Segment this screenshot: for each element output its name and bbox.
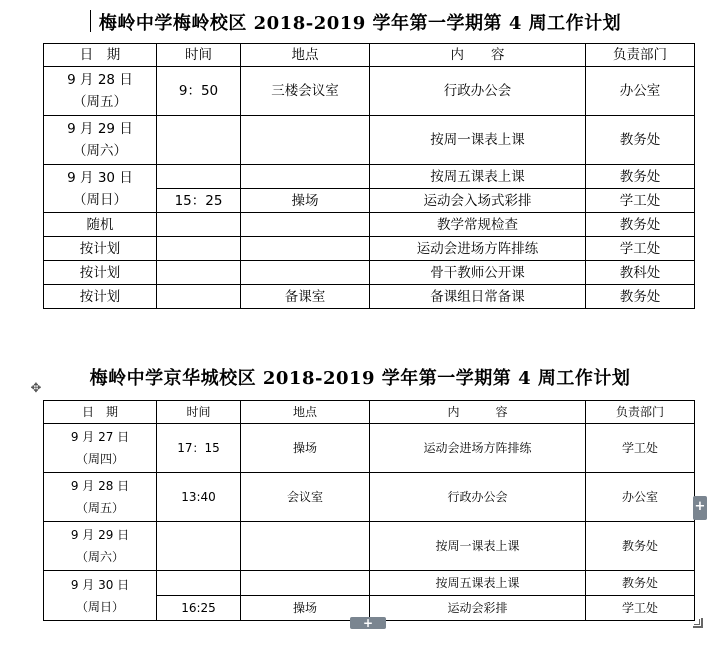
table1: [43, 43, 695, 309]
table-header-row: [44, 44, 695, 67]
place-cell[interactable]: [241, 165, 370, 189]
header-date[interactable]: 日 期: [44, 401, 157, 424]
date-cell[interactable]: [44, 424, 157, 473]
date-line: 9 月 28 日: [67, 72, 133, 88]
time-cell[interactable]: [157, 165, 241, 189]
weekday-line: （周五）: [73, 94, 127, 110]
table1-title: 梅岭中学梅岭校区 2018-2019 学年第一学期第 4 周工作计划: [98, 13, 622, 34]
table-row: [44, 473, 695, 522]
time-cell[interactable]: [157, 571, 241, 596]
dept-cell[interactable]: 学工处: [586, 237, 695, 261]
header-content[interactable]: 内 容: [370, 44, 586, 67]
table-row: [44, 285, 695, 309]
dept-cell[interactable]: 学工处: [586, 189, 695, 213]
table2-title: 梅岭中学京华城校区 2018-2019 学年第一学期第 4 周工作计划: [89, 368, 631, 389]
date-cell[interactable]: 按计划: [44, 237, 157, 261]
time-cell[interactable]: [157, 522, 241, 571]
content-cell[interactable]: 运动会入场式彩排: [370, 189, 586, 213]
content-cell[interactable]: 运动会进场方阵排练: [370, 424, 586, 473]
weekday-line: （周五）: [75, 501, 124, 515]
move-icon[interactable]: ✥: [30, 381, 42, 396]
content-cell[interactable]: 按周五课表上课: [370, 571, 586, 596]
date-cell[interactable]: 按计划: [44, 261, 157, 285]
content-cell[interactable]: 运动会彩排: [370, 596, 586, 621]
content-cell[interactable]: 教学常规检查: [370, 213, 586, 237]
dept-cell[interactable]: 学工处: [586, 424, 695, 473]
weekday-line: （周六）: [75, 550, 124, 564]
time-cell[interactable]: [157, 237, 241, 261]
table-row: [44, 116, 695, 165]
place-cell[interactable]: [241, 571, 370, 596]
add-column-icon[interactable]: +: [693, 496, 707, 520]
place-cell[interactable]: [241, 261, 370, 285]
weekday-line: （周六）: [73, 143, 127, 159]
content-cell[interactable]: 按周五课表上课: [370, 165, 586, 189]
table-row: [44, 237, 695, 261]
date-line: 9 月 30 日: [70, 577, 130, 592]
place-cell[interactable]: 操场: [241, 189, 370, 213]
place-cell[interactable]: [241, 116, 370, 165]
time-cell[interactable]: [157, 261, 241, 285]
place-cell[interactable]: 备课室: [241, 285, 370, 309]
weekday-line: （周四）: [75, 452, 124, 466]
weekday-line: （周日）: [75, 599, 124, 614]
header-dept[interactable]: 负责部门: [586, 401, 695, 424]
place-cell[interactable]: 操场: [241, 424, 370, 473]
time-cell[interactable]: [157, 285, 241, 309]
time-cell[interactable]: 16:25: [157, 596, 241, 621]
date-cell[interactable]: [44, 165, 157, 213]
add-row-icon[interactable]: +: [350, 617, 386, 629]
date-line: 9 月 28 日: [70, 479, 130, 493]
content-cell[interactable]: 按周一课表上课: [370, 522, 586, 571]
date-line: 9 月 27 日: [70, 430, 130, 444]
content-cell[interactable]: 骨干教师公开课: [370, 261, 586, 285]
table-row: [44, 165, 695, 189]
header-date[interactable]: 日 期: [44, 44, 157, 67]
date-cell[interactable]: [44, 571, 157, 621]
dept-cell[interactable]: 教务处: [586, 213, 695, 237]
time-cell[interactable]: 17：15: [157, 424, 241, 473]
place-cell[interactable]: 会议室: [241, 473, 370, 522]
weekday-line: （周日）: [73, 191, 127, 208]
content-cell[interactable]: 行政办公会: [370, 67, 586, 116]
time-cell[interactable]: [157, 116, 241, 165]
time-cell[interactable]: [157, 213, 241, 237]
table-row: [44, 571, 695, 596]
content-cell[interactable]: 行政办公会: [370, 473, 586, 522]
table-row: [44, 522, 695, 571]
content-cell[interactable]: 备课组日常备课: [370, 285, 586, 309]
place-cell[interactable]: [241, 213, 370, 237]
dept-cell[interactable]: 教务处: [586, 116, 695, 165]
header-content[interactable]: 内 容: [370, 401, 586, 424]
header-place[interactable]: 地点: [241, 44, 370, 67]
table-row: [44, 213, 695, 237]
place-cell[interactable]: [241, 522, 370, 571]
date-line: 9 月 29 日: [70, 528, 130, 542]
dept-cell[interactable]: 教务处: [586, 165, 695, 189]
dept-cell[interactable]: 教务处: [586, 285, 695, 309]
table2: [43, 400, 695, 621]
date-cell[interactable]: [44, 67, 157, 116]
date-cell[interactable]: [44, 473, 157, 522]
date-cell[interactable]: [44, 522, 157, 571]
date-cell[interactable]: 随机: [44, 213, 157, 237]
place-cell[interactable]: [241, 237, 370, 261]
table-row: [44, 261, 695, 285]
time-cell[interactable]: 9：50: [157, 67, 241, 116]
table-row: [44, 67, 695, 116]
header-time[interactable]: 时间: [157, 401, 241, 424]
header-place[interactable]: 地点: [241, 401, 370, 424]
dept-cell[interactable]: 办公室: [586, 67, 695, 116]
date-line: 9 月 29 日: [67, 121, 133, 137]
table-row: [44, 424, 695, 473]
header-dept[interactable]: 负责部门: [586, 44, 695, 67]
dept-cell[interactable]: 教科处: [586, 261, 695, 285]
dept-cell[interactable]: 办公室: [586, 473, 695, 522]
header-time[interactable]: 时间: [157, 44, 241, 67]
content-cell[interactable]: 运动会进场方阵排练: [370, 237, 586, 261]
resize-icon[interactable]: [693, 618, 703, 628]
date-cell[interactable]: [44, 116, 157, 165]
dept-cell[interactable]: 教务处: [586, 571, 695, 596]
time-cell[interactable]: 15：25: [157, 189, 241, 213]
date-cell[interactable]: 按计划: [44, 285, 157, 309]
place-cell[interactable]: 三楼会议室: [241, 67, 370, 116]
dept-cell[interactable]: 教务处: [586, 522, 695, 571]
content-cell[interactable]: 按周一课表上课: [370, 116, 586, 165]
table-header-row: [44, 401, 695, 424]
place-cell[interactable]: 操场: [241, 596, 370, 621]
date-line: 9 月 30 日: [67, 169, 133, 186]
dept-cell[interactable]: 学工处: [586, 596, 695, 621]
time-cell[interactable]: 13:40: [157, 473, 241, 522]
